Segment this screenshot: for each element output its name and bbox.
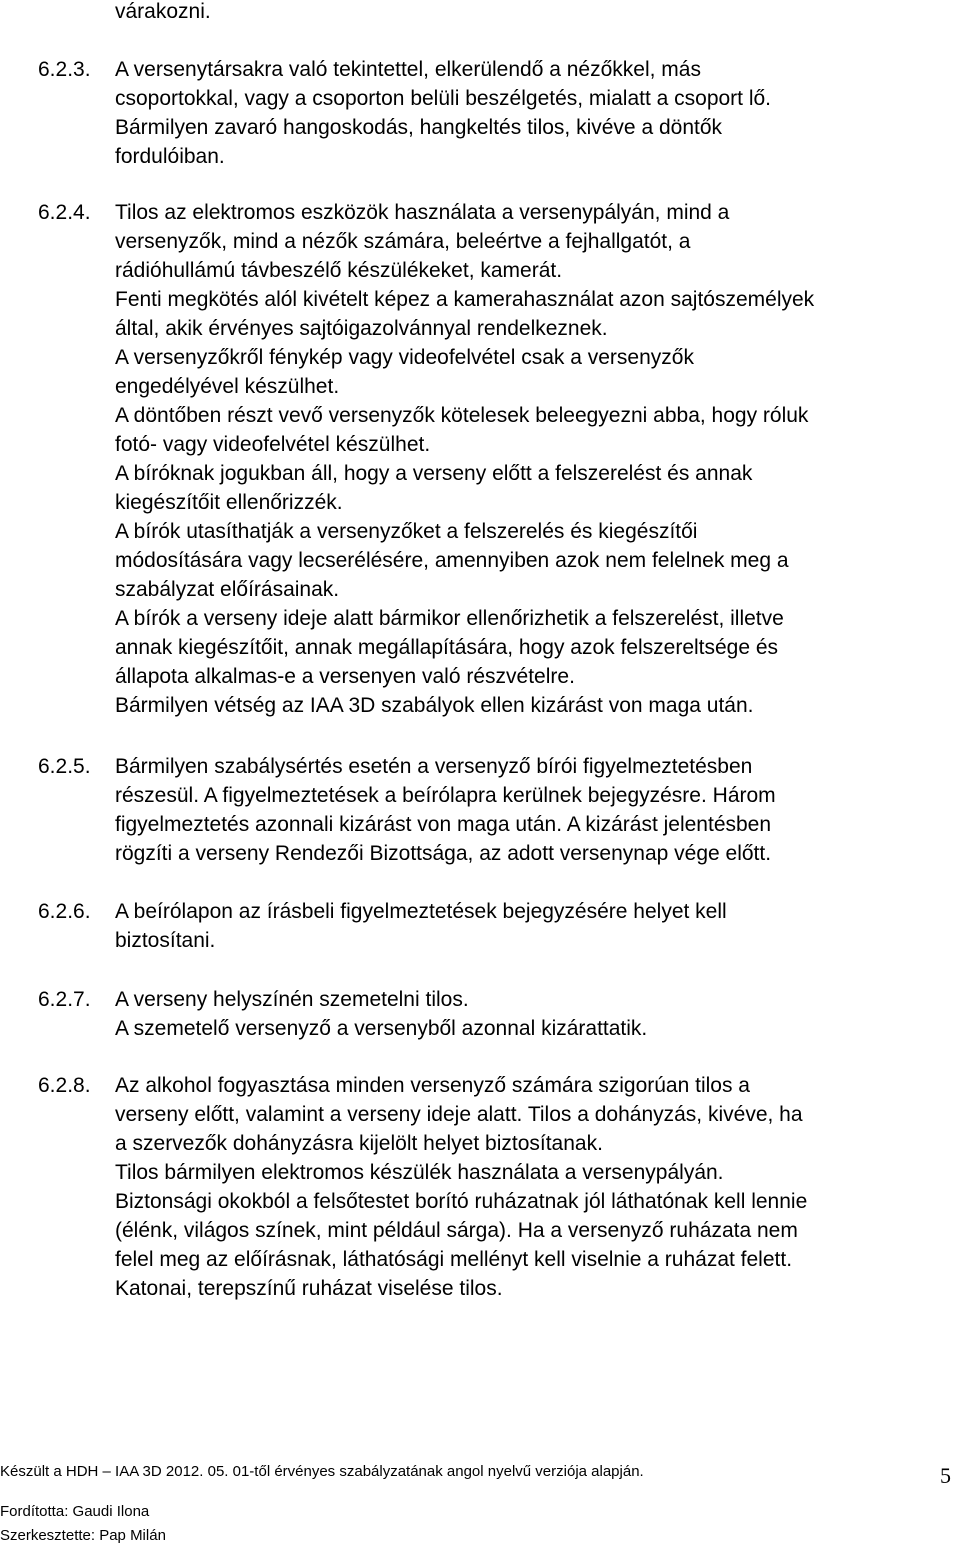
text-line: Tilos bármilyen elektromos készülék használata a versenypályán. — [115, 1161, 724, 1184]
paragraph — [115, 1014, 953, 1043]
text-line: Bármilyen vétség az IAA 3D szabályok ellen kizárást von maga után. — [115, 694, 754, 717]
text-line: A versenyzőkről fénykép vagy videofelvétel csak a versenyzők — [115, 346, 694, 369]
section-number: 6.2.7. — [38, 988, 91, 1011]
paragraph — [115, 897, 953, 955]
text-line: kiegészítőit ellenőrizzék. — [115, 491, 343, 514]
text-line: Bármilyen szabálysértés esetén a versenyző bírói figyelmeztetésben — [115, 755, 753, 778]
text-line: A versenytársakra való tekintettel, elkerülendő a nézőkkel, más — [115, 58, 701, 81]
paragraph — [115, 1158, 953, 1187]
section-body — [115, 752, 953, 868]
text-line: A verseny helyszínén szemetelni tilos. — [115, 988, 469, 1011]
footer-editor: Szerkesztette: Pap Milán — [0, 1527, 166, 1544]
text-line: A beírólapon az írásbeli figyelmeztetések bejegyzésére helyet kell — [115, 900, 727, 923]
section-body — [115, 985, 953, 1043]
text-line: Tilos az elektromos eszközök használata a versenypályán, mind a — [115, 201, 730, 224]
section-2 — [38, 752, 953, 868]
paragraph — [115, 55, 953, 171]
section-4 — [38, 985, 953, 1043]
text-line: módosítására vagy lecserélésére, amennyiben azok nem felelnek meg a — [115, 549, 789, 572]
text-line: rádióhullámú távbeszélő készülékeket, kamerát. — [115, 259, 563, 282]
section-1 — [38, 198, 953, 720]
text-line: Katonai, terepszínű ruházat viselése tilos. — [115, 1277, 503, 1300]
text-line: annak kiegészítőit, annak megállapítására, hogy azok felszereltsége és — [115, 636, 779, 659]
section-number: 6.2.4. — [38, 201, 91, 224]
text-line: állapota alkalmas-e a versenyen való részvételre. — [115, 665, 575, 688]
paragraph — [115, 691, 953, 720]
page-number: 5 — [940, 1463, 951, 1488]
text-line: fotó- vagy videofelvétel készülhet. — [115, 433, 431, 456]
paragraph — [115, 198, 953, 285]
section-number: 6.2.6. — [38, 900, 91, 923]
text-line: Fenti megkötés alól kivételt képez a kamerahasználat azon sajtószemélyek — [115, 288, 815, 311]
paragraph — [115, 459, 953, 517]
footer-translator: Fordította: Gaudi Ilona — [0, 1503, 150, 1520]
section-5 — [38, 1071, 953, 1303]
paragraph — [115, 1187, 953, 1303]
text-line: figyelmeztetés azonnali kizárást von maga után. A kizárást jelentésben — [115, 813, 772, 836]
text-line: A bírók a verseny ideje alatt bármikor ellenőrizhetik a felszerelést, illetve — [115, 607, 784, 630]
paragraph — [115, 1071, 953, 1158]
paragraph — [115, 343, 953, 401]
text-line: a szervezők dohányzásra kijelölt helyet biztosítanak. — [115, 1132, 603, 1155]
text-line: A bíróknak jogukban áll, hogy a verseny előtt a felszerelést és annak — [115, 462, 753, 485]
section-body — [115, 1071, 953, 1303]
section-body — [115, 198, 953, 720]
text-line: A szemetelő versenyző a versenyből azonnal kizárattatik. — [115, 1017, 648, 1040]
text-line: A döntőben részt vevő versenyzők kötelesek beleegyezni abba, hogy róluk — [115, 404, 809, 427]
lead-text: várakozni. — [115, 0, 211, 23]
text-line: által, akik érvényes sajtóigazolvánnyal rendelkeznek. — [115, 317, 608, 340]
text-line: A bírók utasíthatják a versenyzőket a felszerelés és kiegészítői — [115, 520, 698, 543]
text-line: Bármilyen zavaró hangoskodás, hangkeltés tilos, kivéve a döntők — [115, 116, 723, 139]
text-line: felel meg az előírásnak, láthatósági mellényt kell viselnie a ruházat felett. — [115, 1248, 793, 1271]
paragraph — [115, 285, 953, 343]
text-line: csoportokkal, vagy a csoporton belüli beszélgetés, mialatt a csoport lő. — [115, 87, 772, 110]
section-number: 6.2.8. — [38, 1074, 91, 1097]
section-body — [115, 897, 953, 955]
footer-source-note: Készült a HDH – IAA 3D 2012. 05. 01-től érvényes szabályzatának angol nyelvű verziója alapján. — [0, 1463, 644, 1480]
text-line: verseny előtt, valamint a verseny ideje alatt. Tilos a dohányzás, kivéve, ha — [115, 1103, 803, 1126]
paragraph — [115, 604, 953, 691]
text-line: (élénk, világos színek, mint például sárga). Ha a versenyző ruházata nem — [115, 1219, 798, 1242]
section-number: 6.2.3. — [38, 58, 91, 81]
text-line: részesül. A figyelmeztetések a beírólapra kerülnek bejegyzésre. Három — [115, 784, 776, 807]
text-line: engedélyével készülhet. — [115, 375, 340, 398]
section-body — [115, 55, 953, 171]
text-line: biztosítani. — [115, 929, 216, 952]
paragraph — [115, 752, 953, 868]
text-line: Biztonsági okokból a felsőtestet borító ruházatnak jól láthatónak kell lennie — [115, 1190, 808, 1213]
text-line: Az alkohol fogyasztása minden versenyző számára szigorúan tilos a — [115, 1074, 750, 1097]
paragraph — [115, 985, 953, 1014]
paragraph — [115, 401, 953, 459]
section-3 — [38, 897, 953, 955]
section-0 — [38, 55, 953, 171]
text-line: versenyzők, mind a nézők számára, beleértve a fejhallgatót, a — [115, 230, 691, 253]
paragraph — [115, 517, 953, 604]
text-line: rögzíti a verseny Rendezői Bizottsága, az adott versenynap vége előtt. — [115, 842, 772, 865]
text-line: szabályzat előírásainak. — [115, 578, 340, 601]
text-line: fordulóiban. — [115, 145, 225, 168]
section-number: 6.2.5. — [38, 755, 91, 778]
